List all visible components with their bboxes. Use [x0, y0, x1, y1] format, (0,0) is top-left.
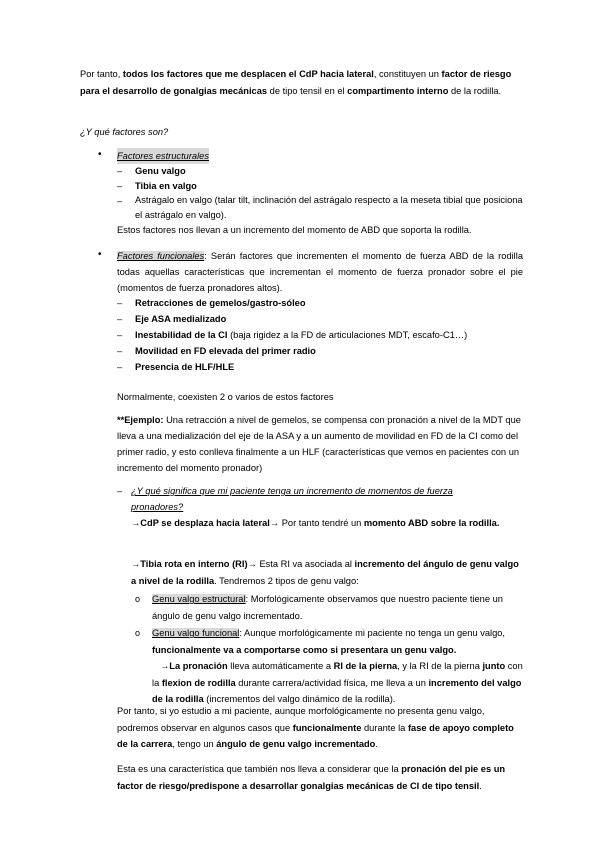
estructurales-title: Factores estructurales: [117, 148, 209, 164]
estructurales-note: Estos factores nos llevan a un incremento del momento de ABD que soporta la rodilla.: [117, 225, 472, 235]
funcionales-paragraph: Factores funcionales: Serán factores que incrementen el momento de fuerza ABD de la rodilla todas aquellas características que incrementan el momento de fuerza pronador sobre el pie (momentos de fuerza pronadores altos).: [117, 251, 523, 293]
bullet-icon: •: [98, 149, 102, 160]
conclusion-paragraph: Por tanto, si yo estudio a mi paciente, aunque morfológicamente no presenta genu valgo, podremos observar en algunos casos que funcionalmente durante la fase de apoyo completo de la carrera, tengo un ángulo de genu valgo incrementado.: [117, 706, 514, 749]
funcionales-title: Factores funcionales: [117, 251, 205, 261]
question-heading: ¿Y qué factores son?: [80, 127, 169, 137]
dash-icon: –: [117, 196, 123, 206]
list-item: Genu valgo: [135, 166, 186, 176]
arrow2-paragraph: →Tibia rota en interno (RI)→ Esta RI va asociada al incremento del ángulo de genu valgo a nivel de la rodilla. Tendremos 2 tipos de genu valgo:: [131, 559, 519, 586]
list-item: Inestabilidad de la CI (baja rigidez a la FD de articulaciones MDT, escafo-C1…): [135, 330, 468, 340]
dash-icon: –: [117, 362, 123, 372]
dash-icon: –: [117, 486, 123, 496]
list-item: Retracciones de gemelos/gastro-sóleo: [135, 298, 306, 308]
pregunta2-text: ¿Y qué significa que mi paciente tenga un incremento de momentos de fuerza pronadores?: [131, 486, 453, 512]
dash-icon: –: [117, 314, 123, 324]
list-item: Tibia en valgo: [135, 181, 197, 191]
circle-bullet-icon: o: [135, 594, 141, 604]
dash-icon: –: [117, 181, 123, 191]
dash-icon: –: [117, 298, 123, 308]
arrow1-paragraph: →CdP se desplaza hacia lateral→ Por tanto tendré un momento ABD sobre la rodilla.: [131, 518, 500, 528]
dash-icon: –: [117, 330, 123, 340]
list-item: Presencia de HLF/HLE: [135, 362, 235, 372]
coexisten-text: Normalmente, coexisten 2 o varios de estos factores: [117, 392, 334, 402]
genu-funcional-paragraph: Genu valgo funcional: Aunque morfológicamente mi paciente no tenga un genu valgo, funcionalmente va a comportarse como si presentara un genu valgo. →La pronación lleva automáticamente a RI de la pierna, y la RI de la pierna junto con la flexion de rodilla durante carrera/actividad física, me lleva a un incremento del valgo de la rodilla (incrementos del valgo dinámico de la rodilla).: [152, 628, 523, 704]
list-item: Astrágalo en valgo (talar tilt, inclinación del astrágalo respecto a la meseta tibial que posiciona el astrágalo en valgo).: [135, 195, 523, 220]
dash-icon: –: [117, 346, 123, 356]
genu-estructural-paragraph: Genu valgo estructural: Morfológicamente observamos que nuestro paciente tiene un ángulo de genu valgo incrementado.: [152, 594, 503, 621]
circle-bullet-icon: o: [135, 628, 141, 638]
dash-icon: –: [117, 166, 123, 176]
ejemplo-paragraph: **Ejemplo: Una retracción a nivel de gemelos, se compensa con pronación a nivel de la MDT que lleva a una medialización del eje de la ASA y a un aumento de movilidad en FD de la CI como del primer radio, y esto conlleva finalmente a un HLF (características que vemos en pacientes con un incremento del momento pronador): [117, 415, 521, 473]
intro-paragraph: Por tanto, todos los factores que me desplacen el CdP hacia lateral, constituyen un factor de riesgo para el desarrollo de gonalgias mecánicas de tipo tensil en el compartimento interno de la rodilla.: [80, 69, 512, 96]
final-paragraph: Esta es una característica que también nos lleva a considerar que la pronación del pie es un factor de riesgo/predispone a desarrollar gonalgias mecánicas de CI de tipo tensil.: [117, 764, 506, 791]
list-item: Eje ASA medializado: [135, 314, 227, 324]
list-item: Movilidad en FD elevada del primer radio: [135, 346, 316, 356]
bullet-icon: •: [98, 249, 102, 260]
